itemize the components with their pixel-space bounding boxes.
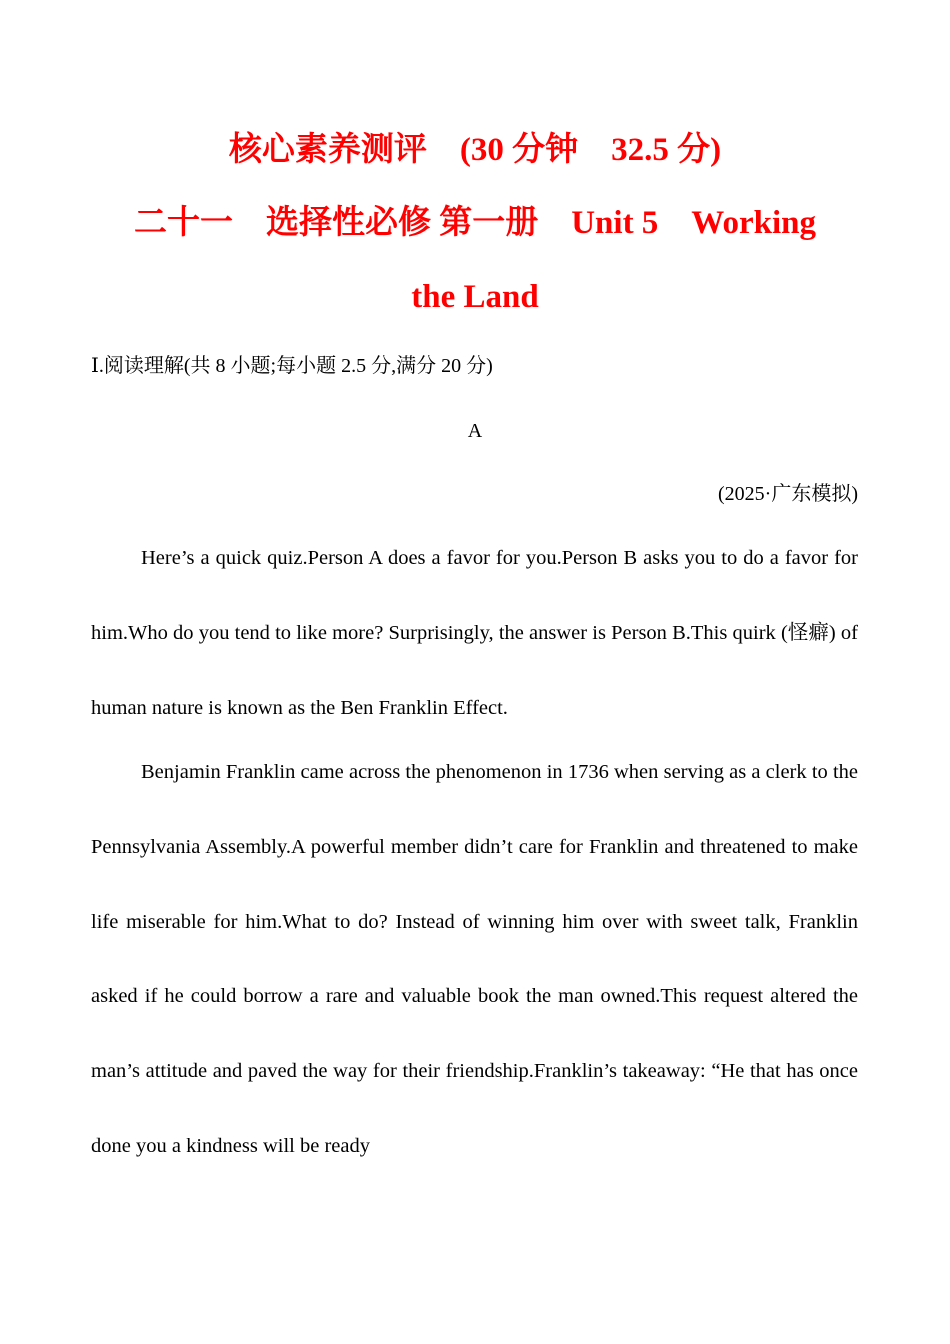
passage-paragraph: Here’s a quick quiz.Person A does a favor for you.Person B asks you to do a favor for him.Who do you tend to like more? Surprisingly, the answer is Person B.This quirk (怪癖) of human nature is known as the Ben Franklin Effect.: [91, 547, 858, 719]
passage-label: A: [467, 420, 483, 442]
unit-title-continued: the Land: [411, 279, 539, 315]
page-title: 核心素养测评 (30 分钟 32.5 分): [228, 132, 722, 168]
passage-source: (2025·广东模拟): [718, 483, 858, 505]
passage-paragraph: Benjamin Franklin came across the phenomenon in 1736 when serving as a clerk to the Pennsylvania Assembly.A powerful member didn’t care for Franklin and threatened to make life miserable for him.What to do? Instead of winning him over with sweet talk, Franklin asked if he could borrow a rare and valuable book the man owned.This request altered the man’s attitude and paved the way for their friendship.Franklin’s takeaway: “He that has once done you a kindness will be ready: [91, 761, 858, 1157]
unit-title: 二十一 选择性必修 第一册 Unit 5 Working: [133, 205, 817, 241]
section-heading: Ⅰ.阅读理解(共 8 小题;每小题 2.5 分,满分 20 分): [91, 355, 493, 377]
